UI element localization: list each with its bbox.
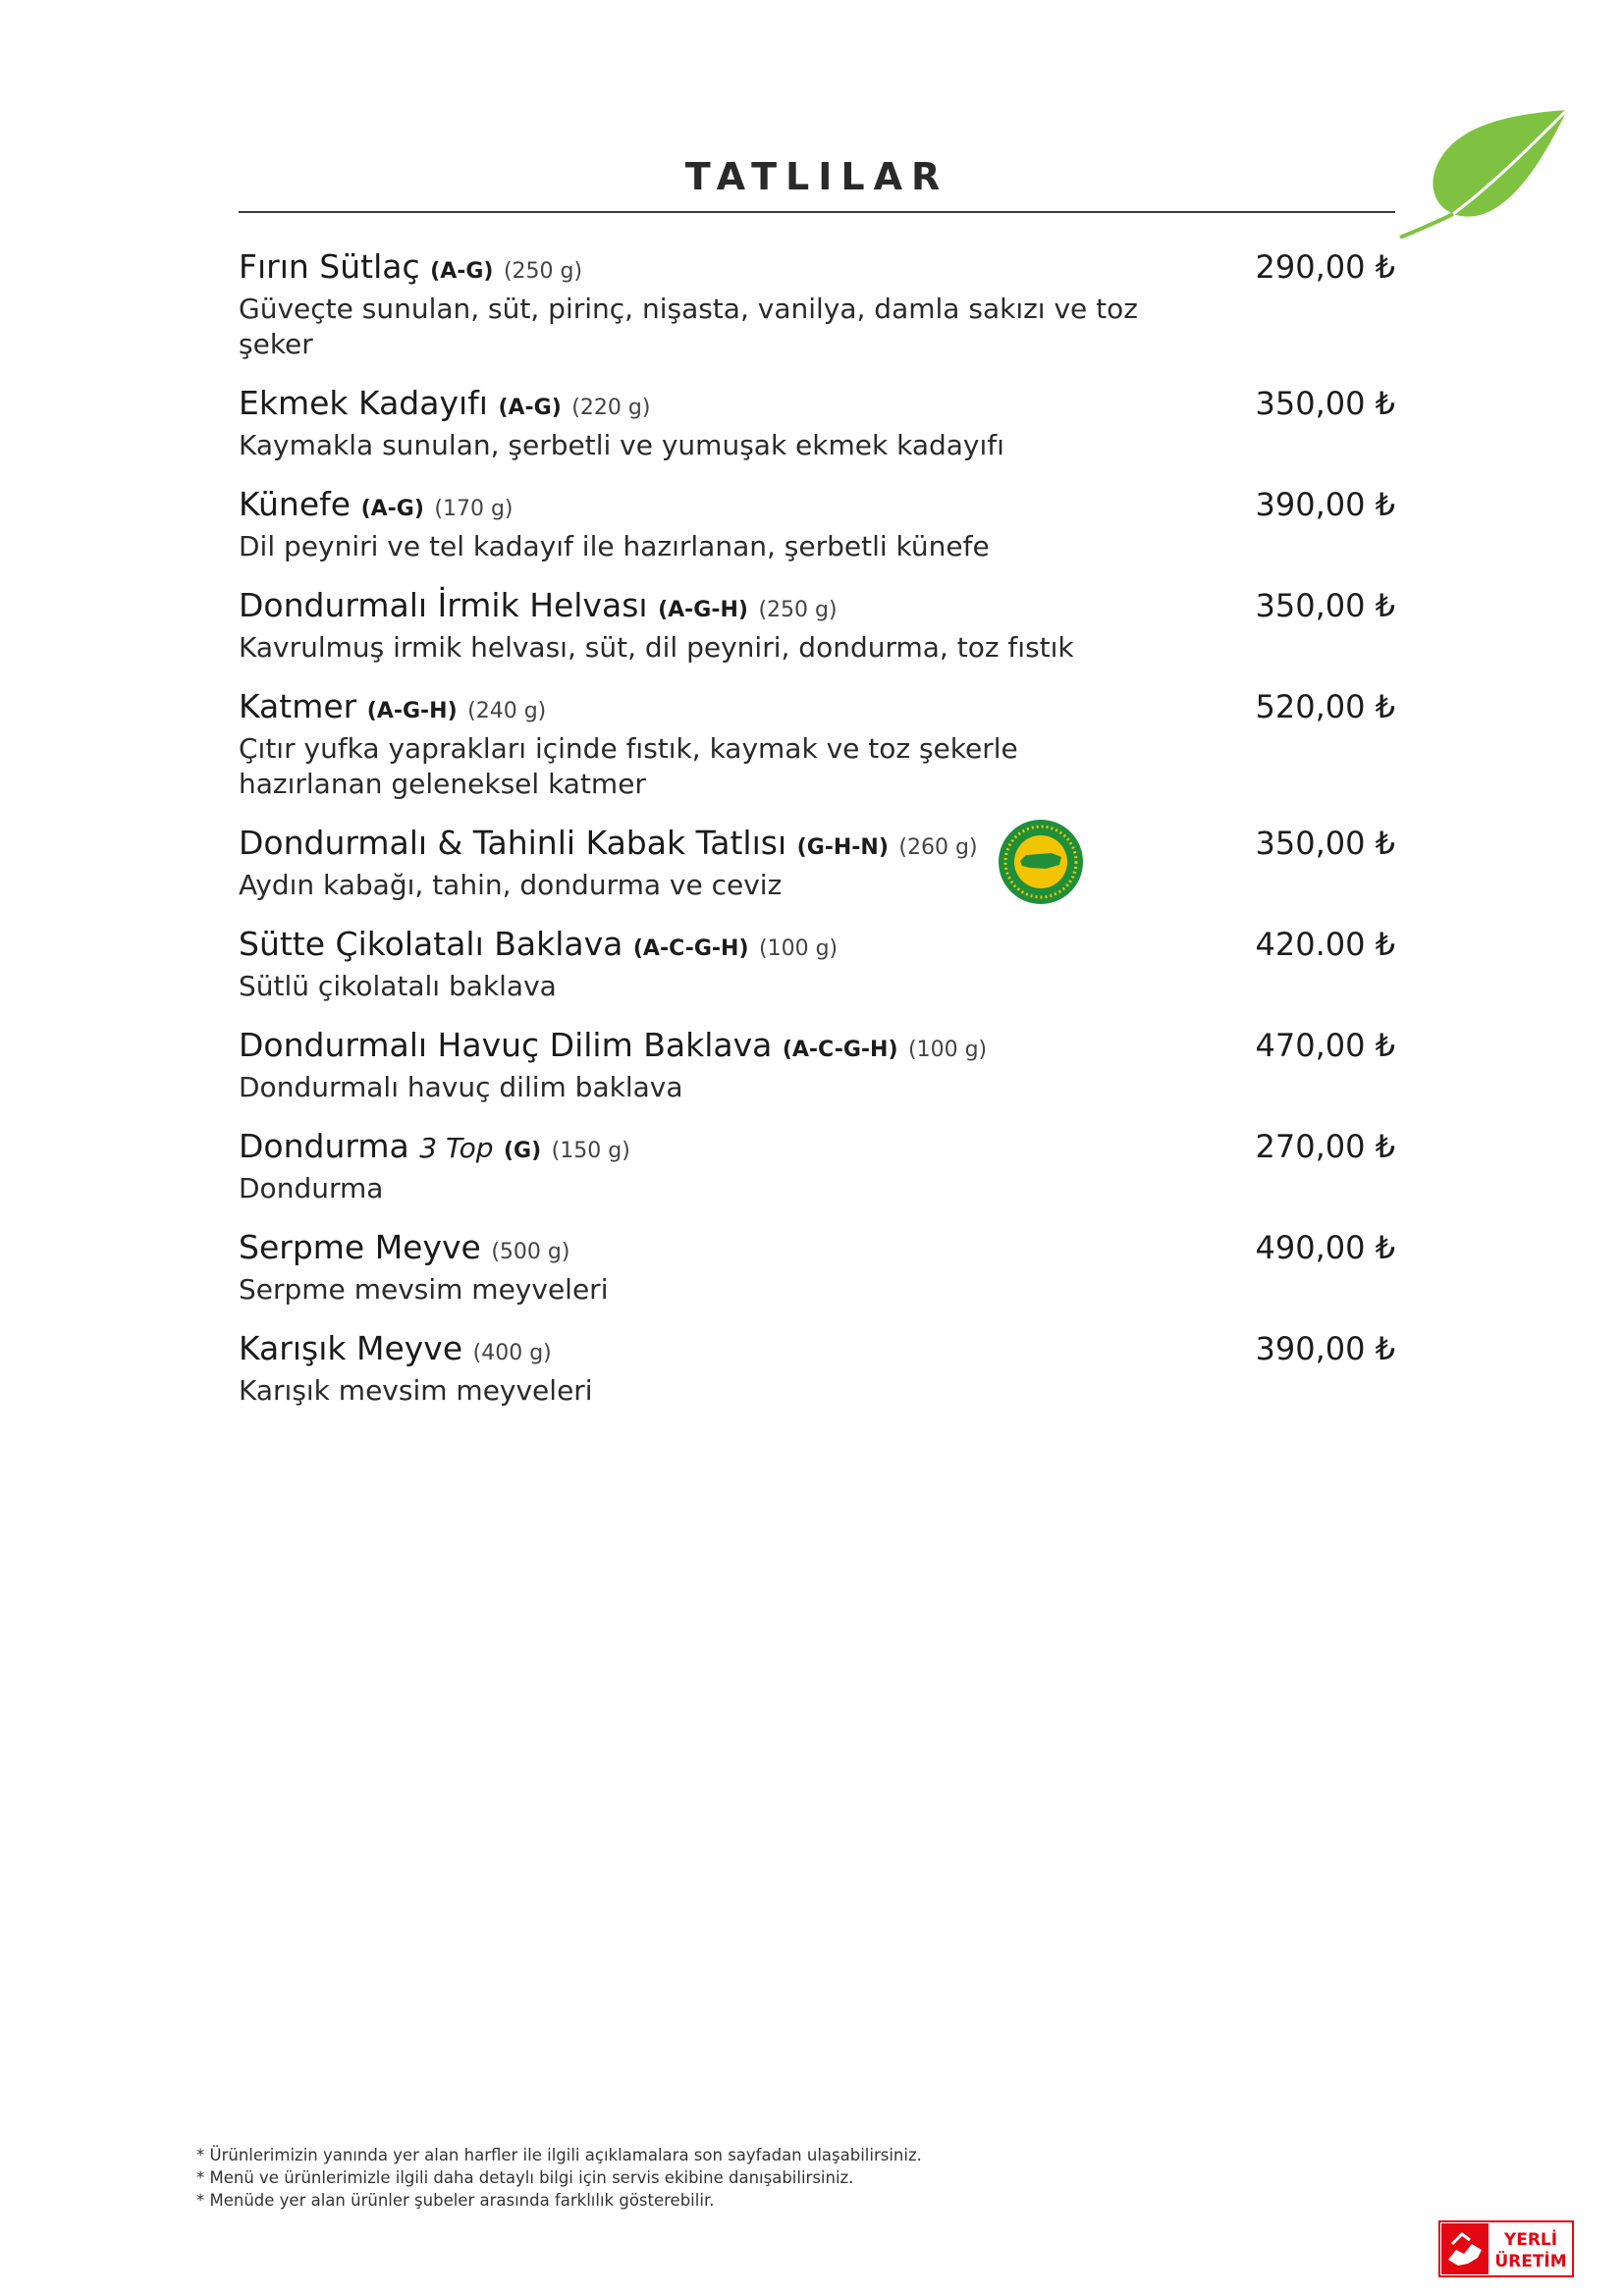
menu-item-name: Dondurmalı Havuç Dilim Baklava bbox=[239, 1026, 773, 1064]
geographical-indication-badge-icon bbox=[997, 818, 1085, 906]
footnotes bbox=[196, 2144, 922, 2212]
menu-item-name: Dondurmalı & Tahinli Kabak Tatlısı bbox=[239, 824, 787, 862]
menu-item-description: Kavrulmuş irmik helvası, süt, dil peyniri, dondurma, toz fıstık bbox=[239, 631, 1074, 664]
menu-item-name: Serpme Meyve bbox=[239, 1228, 481, 1266]
menu-item-weight: (150 g) bbox=[551, 1139, 630, 1163]
menu-item-heading bbox=[239, 925, 1395, 969]
menu-item-price: 390,00 ₺ bbox=[1255, 486, 1395, 523]
menu-item bbox=[239, 687, 1395, 802]
menu-item-heading bbox=[239, 1228, 1395, 1272]
menu-item-heading bbox=[239, 1127, 1395, 1171]
menu-item-name: Ekmek Kadayıfı bbox=[239, 384, 488, 422]
menu-item-description: Aydın kabağı, tahin, dondurma ve ceviz bbox=[239, 869, 783, 901]
menu-item-heading bbox=[239, 586, 1395, 630]
menu-item-allergens: (A-C-G-H) bbox=[632, 936, 749, 961]
menu-item-description: Kaymakla sunulan, şerbetli ve yumuşak ekmek kadayıfı bbox=[239, 429, 1004, 461]
menu-item bbox=[239, 247, 1395, 362]
menu-item-allergens: (G-H-N) bbox=[796, 835, 889, 860]
menu-item-weight: (220 g) bbox=[571, 396, 651, 420]
menu-item-price: 350,00 ₺ bbox=[1255, 385, 1395, 422]
menu-item-weight: (100 g) bbox=[759, 936, 839, 961]
menu-item-weight: (240 g) bbox=[467, 699, 547, 723]
menu-item-name: Sütte Çikolatalı Baklava bbox=[239, 925, 623, 963]
menu-item-price: 490,00 ₺ bbox=[1255, 1229, 1395, 1266]
menu-item-heading bbox=[239, 687, 1395, 731]
menu-item-heading bbox=[239, 247, 1395, 292]
menu-item-weight: (400 g) bbox=[472, 1341, 552, 1365]
title-divider bbox=[239, 211, 1395, 213]
menu-item-weight: (500 g) bbox=[491, 1240, 570, 1264]
menu-item-name: Fırın Sütlaç bbox=[239, 247, 420, 286]
menu-item bbox=[239, 1329, 1395, 1409]
menu-item-heading bbox=[239, 824, 1395, 868]
menu-item-price: 520,00 ₺ bbox=[1255, 688, 1395, 725]
menu-item-description: Karışık mevsim meyveleri bbox=[239, 1374, 593, 1407]
menu-item bbox=[239, 1127, 1395, 1206]
menu-item-description: Dondurmalı havuç dilim baklava bbox=[239, 1071, 683, 1103]
menu-item bbox=[239, 1026, 1395, 1105]
menu-item-weight: (170 g) bbox=[434, 497, 514, 521]
menu-item-name: Dondurmalı İrmik Helvası bbox=[239, 586, 648, 624]
menu-item-allergens: (A-G) bbox=[360, 497, 424, 521]
menu-item-allergens: (A-G) bbox=[498, 396, 562, 420]
menu-item-description: Dondurma bbox=[239, 1172, 384, 1204]
menu-item-heading bbox=[239, 384, 1395, 428]
menu-item-description: Güveçte sunulan, süt, pirinç, nişasta, vanilya, damla sakızı ve toz şeker bbox=[239, 293, 1138, 360]
footnote: * Ürünlerimizin yanında yer alan harfler ile ilgili açıklamalara son sayfadan ulaşabilirsiniz. bbox=[196, 2146, 922, 2164]
dessert-menu-list bbox=[239, 247, 1395, 1430]
menu-item-description: Çıtır yufka yaprakları içinde fıstık, kaymak ve toz şekerle hazırlanan geleneksel katmer bbox=[239, 732, 1018, 800]
menu-item-heading bbox=[239, 1026, 1395, 1070]
menu-item-price: 350,00 ₺ bbox=[1255, 587, 1395, 624]
menu-item-weight: (100 g) bbox=[908, 1038, 988, 1062]
menu-item-name: Künefe bbox=[239, 485, 352, 523]
menu-item-description: Sütlü çikolatalı baklava bbox=[239, 970, 557, 1002]
menu-item-name: Dondurma bbox=[239, 1127, 409, 1165]
menu-item-portion: 3 Top bbox=[419, 1132, 494, 1164]
menu-item-allergens: (A-G-H) bbox=[658, 598, 748, 622]
menu-item-weight: (250 g) bbox=[503, 259, 583, 284]
leaf-icon bbox=[1394, 106, 1571, 239]
menu-item-price: 350,00 ₺ bbox=[1255, 825, 1395, 862]
menu-item bbox=[239, 1228, 1395, 1308]
menu-item-description: Dil peyniri ve tel kadayıf ile hazırlanan, şerbetli künefe bbox=[239, 530, 990, 562]
menu-item-description: Serpme mevsim meyveleri bbox=[239, 1273, 609, 1306]
menu-item bbox=[239, 384, 1395, 463]
menu-item-heading bbox=[239, 1329, 1395, 1373]
footnote: * Menüde yer alan ürünler şubeler arasında farklılık gösterebilir. bbox=[196, 2191, 715, 2210]
page-title: TATLILAR bbox=[684, 155, 949, 198]
menu-item-allergens: (A-G-H) bbox=[366, 699, 458, 723]
logo-line-1: YERLİ bbox=[1503, 2230, 1558, 2250]
menu-item-allergens: (A-G) bbox=[430, 259, 494, 284]
menu-item-price: 290,00 ₺ bbox=[1255, 248, 1395, 286]
menu-item-price: 420.00 ₺ bbox=[1255, 926, 1395, 963]
menu-item-weight: (260 g) bbox=[898, 835, 978, 860]
menu-item bbox=[239, 824, 1395, 903]
footnote: * Menü ve ürünlerimizle ilgili daha detaylı bilgi için servis ekibine danışabilirsiniz. bbox=[196, 2168, 854, 2187]
menu-item-price: 270,00 ₺ bbox=[1255, 1128, 1395, 1165]
menu-item-name: Katmer bbox=[239, 687, 357, 725]
logo-line-2: ÜRETİM bbox=[1494, 2252, 1567, 2271]
menu-item-name: Karışık Meyve bbox=[239, 1329, 463, 1367]
menu-item bbox=[239, 925, 1395, 1004]
menu-item-allergens: (G) bbox=[504, 1139, 542, 1163]
menu-item-price: 470,00 ₺ bbox=[1255, 1027, 1395, 1064]
menu-item-heading bbox=[239, 485, 1395, 529]
menu-item bbox=[239, 586, 1395, 666]
menu-item-allergens: (A-C-G-H) bbox=[782, 1038, 898, 1062]
menu-item bbox=[239, 485, 1395, 564]
menu-item-price: 390,00 ₺ bbox=[1255, 1330, 1395, 1367]
menu-item-weight: (250 g) bbox=[758, 598, 838, 622]
yerli-uretim-logo bbox=[1438, 2220, 1574, 2277]
